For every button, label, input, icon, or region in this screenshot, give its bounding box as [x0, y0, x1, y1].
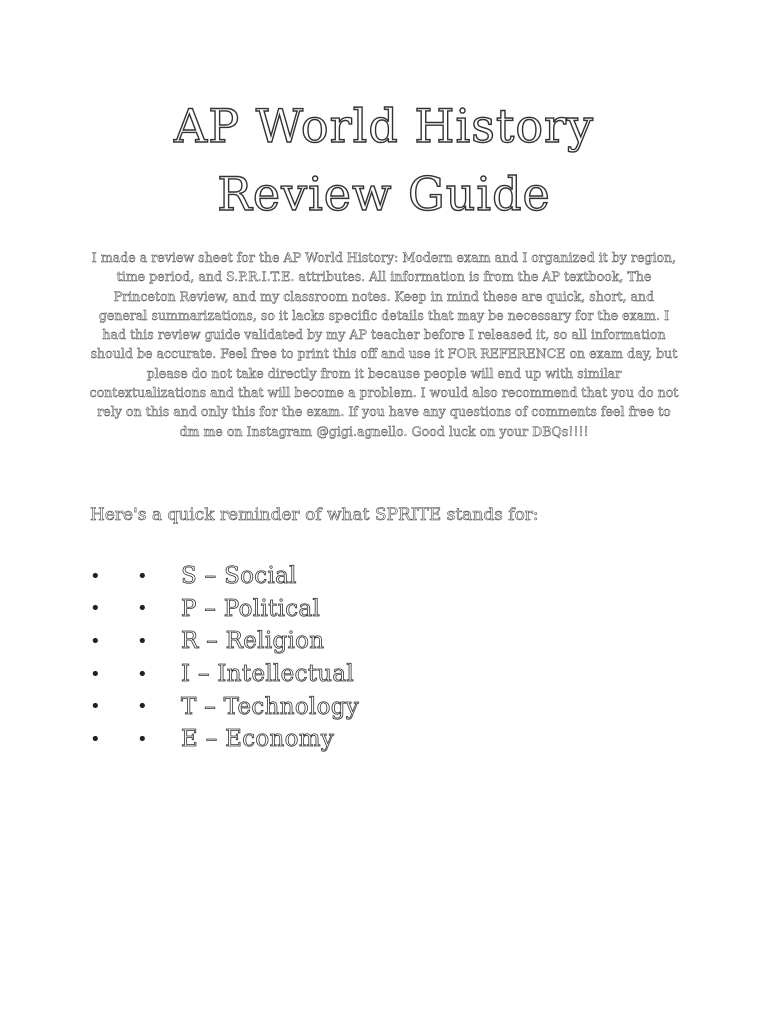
- list-item: [90, 723, 359, 756]
- title-line-2: Review Guide: [217, 167, 551, 221]
- title-line-1: AP World History: [173, 99, 594, 153]
- sprite-reminder-heading: Here's a quick reminder of what SPRITE stands for:: [90, 505, 539, 525]
- list-item: [90, 593, 359, 626]
- page-title: [0, 92, 768, 228]
- bullet-icon: •: [137, 565, 148, 587]
- sprite-item-social: S – Social: [181, 563, 297, 590]
- bullet-icon: •: [90, 565, 101, 587]
- sprite-item-religion: R – Religion: [181, 628, 325, 655]
- bullet-icon: •: [137, 598, 148, 620]
- sprite-list: [90, 560, 359, 756]
- list-item: [90, 690, 359, 723]
- bullet-icon: •: [90, 663, 101, 685]
- sprite-item-economy: E – Economy: [181, 726, 335, 753]
- list-item: [90, 625, 359, 658]
- intro-paragraph: I made a review sheet for the AP World History: Modern exam and I organized it by region, time period, and S.P.R.I.T.E. attributes. All information is from the AP textbook, The Princeton Review, and my classroom notes. Keep in mind these are quick, short, and general summarizations, so it lacks specific details that may be necessary for the exam. I had this review guide validated by my AP teacher before I released it, so all information should be accurate. Feel free to print this off and use it FOR REFERENCE on exam day, but please do not take directly from it because people will end up with similar contextualizations and that will become a problem. I would also recommend that you do not rely on this and only this for the exam. If you have any questions of comments feel free to dm me on Instagram @gigi.agnello. Good luck on your DBQs!!!!: [89, 250, 679, 439]
- bullet-icon: •: [90, 630, 101, 652]
- list-item: [90, 658, 359, 691]
- bullet-icon: •: [90, 728, 101, 750]
- bullet-icon: •: [90, 598, 101, 620]
- bullet-icon: •: [90, 696, 101, 718]
- bullet-icon: •: [137, 696, 148, 718]
- bullet-icon: •: [137, 663, 148, 685]
- bullet-icon: •: [137, 728, 148, 750]
- sprite-item-intellectual: I – Intellectual: [181, 661, 355, 688]
- sprite-item-political: P – Political: [181, 595, 321, 622]
- list-item: [90, 560, 359, 593]
- sprite-item-technology: T – Technology: [181, 693, 360, 720]
- bullet-icon: •: [137, 630, 148, 652]
